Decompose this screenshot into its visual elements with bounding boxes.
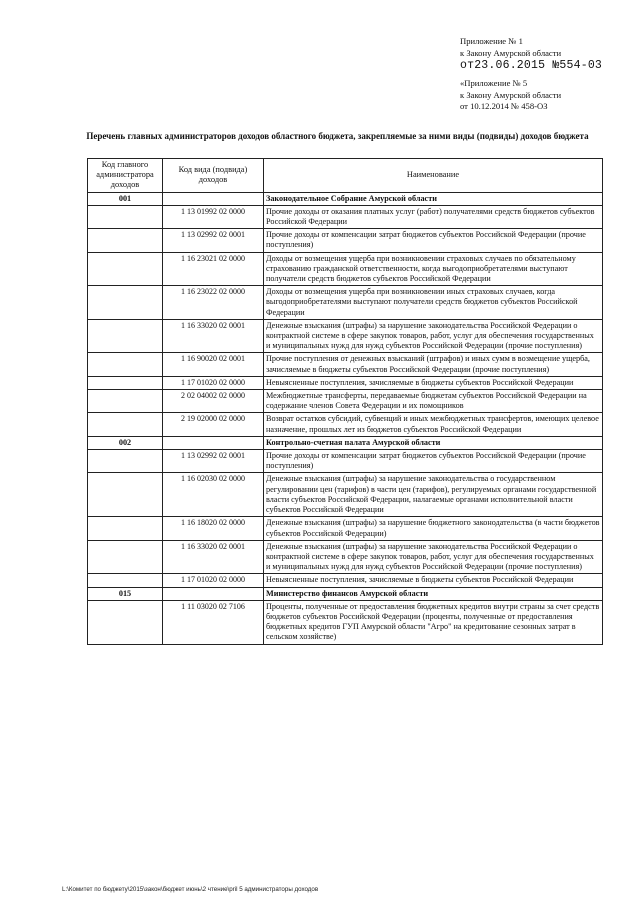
group-empty-cell: [163, 192, 264, 205]
revenue-name: Невыясненные поступления, зачисляемые в бюджеты субъектов Российской Федерации: [264, 376, 603, 389]
revenue-name: Прочие доходы от компенсации затрат бюджетов субъектов Российской Федерации (прочие поступления): [264, 450, 603, 473]
revenue-code: 1 13 02992 02 0001: [163, 450, 264, 473]
table-group-row: [88, 192, 603, 205]
group-empty-cell: [163, 436, 264, 449]
appendix-law-ref: к Закону Амурской области: [460, 47, 562, 58]
revenue-name: Денежные взыскания (штрафы) за нарушение законодательства Российской Федерации о контрактной системе в сфере закупок товаров, работ, услуг для обеспечения государственных и муниципальных нужд для нужд субъектов Российской Федерации (прочие поступления): [264, 319, 603, 353]
table-row: [88, 252, 603, 286]
revenue-administrators-table: [87, 158, 603, 645]
table-row: [88, 205, 603, 228]
empty-admin-cell: [88, 229, 163, 252]
group-admin-name: Министерство финансов Амурской области: [264, 587, 603, 600]
table-row: [88, 450, 603, 473]
revenue-code: 1 11 03020 02 7106: [163, 600, 264, 644]
table-group-row: [88, 587, 603, 600]
table-row: [88, 413, 603, 436]
group-admin-code: 002: [88, 436, 163, 449]
table-row: [88, 376, 603, 389]
document-title: Перечень главных администраторов доходов областного бюджета, закрепляемые за ними виды (подвиды) доходов бюджета: [86, 131, 589, 141]
revenue-name: Доходы от возмещения ущерба при возникновении иных страховых случаев, когда выгодоприобретателями выступают получатели средств бюджетов субъектов Российской Федерации: [264, 286, 603, 320]
table-row: [88, 517, 603, 540]
empty-admin-cell: [88, 413, 163, 436]
table-row: [88, 229, 603, 252]
group-admin-name: Законодательное Собрание Амурской области: [264, 192, 603, 205]
table-row: [88, 600, 603, 644]
empty-admin-cell: [88, 353, 163, 376]
empty-admin-cell: [88, 252, 163, 286]
empty-admin-cell: [88, 473, 163, 517]
empty-admin-cell: [88, 540, 163, 574]
group-admin-code: 015: [88, 587, 163, 600]
empty-admin-cell: [88, 450, 163, 473]
revenue-code: 1 13 02992 02 0001: [163, 229, 264, 252]
revenue-name: Доходы от возмещения ущерба при возникновении страховых случаев по обязательному страхованию гражданской ответственности, когда выгодоприобретателями выступают получатели средств бюджетов субъектов Российской Федерации: [264, 252, 603, 286]
prior-appendix-law-ref: к Закону Амурской области: [460, 89, 562, 100]
revenue-code: 1 16 33020 02 0001: [163, 319, 264, 353]
revenue-code: 1 16 18020 02 0000: [163, 517, 264, 540]
table-body: [88, 192, 603, 644]
revenue-code: 1 16 23022 02 0000: [163, 286, 264, 320]
revenue-name: Невыясненные поступления, зачисляемые в бюджеты субъектов Российской Федерации: [264, 574, 603, 587]
empty-admin-cell: [88, 319, 163, 353]
revenue-name: Возврат остатков субсидий, субвенций и иных межбюджетных трансфертов, имеющих целевое назначение, прошлых лет из бюджетов субъектов Российской Федерации: [264, 413, 603, 436]
empty-admin-cell: [88, 205, 163, 228]
revenue-name: Денежные взыскания (штрафы) за нарушение законодательства Российской Федерации о контрактной системе в сфере закупок товаров, работ, услуг для обеспечения государственных и муниципальных нужд для нужд субъектов Российской Федерации (прочие поступления): [264, 540, 603, 574]
empty-admin-cell: [88, 517, 163, 540]
table-row: [88, 574, 603, 587]
revenue-code: 1 16 90020 02 0001: [163, 353, 264, 376]
table-row: [88, 286, 603, 320]
revenue-name: Межбюджетные трансферты, передаваемые бюджетам субъектов Российской Федерации на содержание членов Совета Федерации и их помощников: [264, 390, 603, 413]
revenue-name: Прочие поступления от денежных взысканий (штрафов) и иных сумм в возмещение ущерба, зачисляемые в бюджеты субъектов Российской Федерации (прочие поступления): [264, 353, 603, 376]
revenue-name: Денежные взыскания (штрафы) за нарушение бюджетного законодательства (в части бюджетов субъектов Российской Федерации): [264, 517, 603, 540]
revenue-code: 1 13 01992 02 0000: [163, 205, 264, 228]
revenue-name: Прочие доходы от оказания платных услуг (работ) получателями средств бюджетов субъектов Российской Федерации: [264, 205, 603, 228]
group-empty-cell: [163, 587, 264, 600]
table-header-row: [88, 159, 603, 193]
empty-admin-cell: [88, 600, 163, 644]
prior-law-date: от 10.12.2014 № 458-ОЗ: [460, 101, 548, 111]
file-path-footer: L:\Комитет по бюджету\2015\закон\бюджет июнь\2 чтение\pril 5 администраторы доходов: [62, 886, 319, 893]
revenue-code: 1 17 01020 02 0000: [163, 574, 264, 587]
empty-admin-cell: [88, 286, 163, 320]
group-admin-name: Контрольно-счетная палата Амурской области: [264, 436, 603, 449]
empty-admin-cell: [88, 376, 163, 389]
table-row: [88, 353, 603, 376]
table-group-row: [88, 436, 603, 449]
empty-admin-cell: [88, 574, 163, 587]
revenue-code: 1 17 01020 02 0000: [163, 376, 264, 389]
header-revenue-code: Код вида (подвида) доходов: [163, 159, 264, 193]
prior-appendix-number: «Приложение № 5: [460, 78, 528, 88]
table-row: [88, 390, 603, 413]
law-date-stamp: от23.06.2015 №554-03: [460, 59, 603, 72]
header-name: Наименование: [264, 159, 603, 193]
empty-admin-cell: [88, 390, 163, 413]
revenue-code: 1 16 33020 02 0001: [163, 540, 264, 574]
revenue-name: Прочие доходы от компенсации затрат бюджетов субъектов Российской Федерации (прочие поступления): [264, 229, 603, 252]
group-admin-code: 001: [88, 192, 163, 205]
revenue-code: 1 16 23021 02 0000: [163, 252, 264, 286]
table-row: [88, 540, 603, 574]
appendix-header: [460, 36, 630, 113]
revenue-name: Денежные взыскания (штрафы) за нарушение законодательства о государственном регулировании цен (тарифов) в части цен (тарифов), регулируемых органами государственной власти субъектов Российской Федерации, налагаемые органами исполнительной власти субъектов Российской Федерации: [264, 473, 603, 517]
header-admin-code: Код главного администратора доходов: [88, 159, 163, 193]
appendix-number: Приложение № 1: [460, 36, 523, 46]
table-row: [88, 319, 603, 353]
revenue-name: Проценты, полученные от предоставления бюджетных кредитов внутри страны за счет средств бюджетов субъектов Российской Федерации (проценты, полученные от предоставления бюджетных кредитов ГУП Амурской области "Агро" на кредитование сезонных затрат в сельском хозяйстве): [264, 600, 603, 644]
revenue-code: 1 16 02030 02 0000: [163, 473, 264, 517]
revenue-code: 2 19 02000 02 0000: [163, 413, 264, 436]
revenue-code: 2 02 04002 02 0000: [163, 390, 264, 413]
table-row: [88, 473, 603, 517]
